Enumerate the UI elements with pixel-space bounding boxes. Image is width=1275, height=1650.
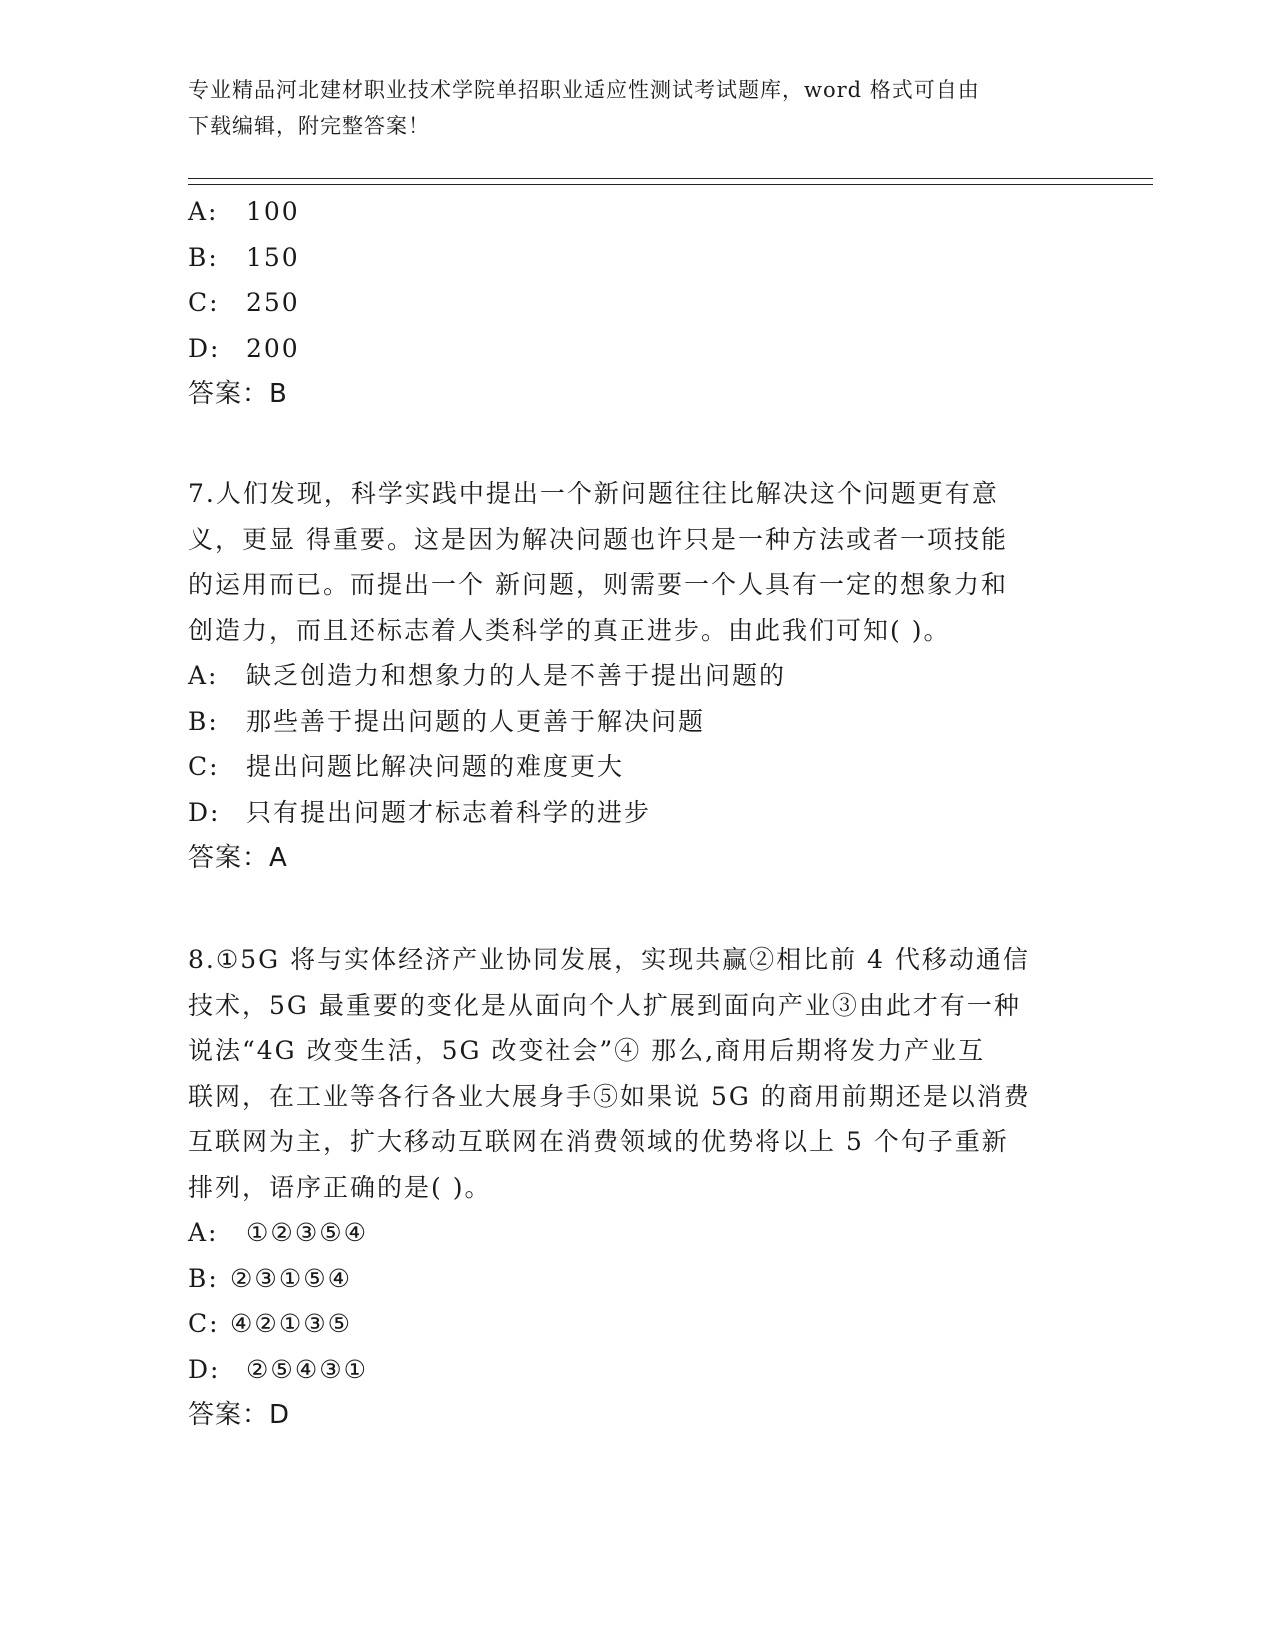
option-text: 缺乏创造力和想象力的人是不善于提出问题的: [246, 661, 787, 690]
answer-line: 答案：D: [188, 1400, 291, 1430]
option-text: 只有提出问题才标志着科学的进步: [246, 797, 652, 827]
option-text: 提出问题比解决问题的难度更大: [246, 752, 625, 781]
option-letter: B:: [188, 1263, 219, 1293]
option-text: 那些善于提出问题的人更善于解决问题: [246, 706, 706, 736]
option-a: [188, 189, 1088, 235]
option-letter: A:: [188, 197, 219, 226]
stem-line: 创造力，而且还标志着人类科学的真正进步。由此我们可知( )。: [188, 615, 951, 645]
stem-line: 排列，语序正确的是( )。: [188, 1172, 492, 1202]
question-stem: [188, 937, 1088, 1210]
answer-line: 答案：B: [188, 379, 288, 409]
option-letter: D:: [188, 333, 221, 363]
document-header: [188, 72, 1068, 144]
stem-line: 技术，5G 最重要的变化是从面向个人扩展到面向产业③由此才有一种: [188, 990, 1021, 1020]
stem-line: 联网，在工业等各行各业大展身手⑤如果说 5G 的商用前期还是以消费: [188, 1081, 1031, 1111]
option-c: [188, 744, 1088, 790]
option-letter: A:: [188, 1218, 219, 1247]
question-8: [188, 937, 1088, 1438]
question-7: [188, 471, 1088, 881]
stem-line: 义，更显 得重要。这是因为解决问题也许只是一种方法或者一项技能: [188, 524, 1008, 554]
option-d: [188, 326, 1088, 372]
option-c: [188, 280, 1088, 326]
option-letter: D:: [188, 797, 221, 827]
option-letter: C:: [188, 288, 220, 317]
option-text: ④②①③⑤: [230, 1309, 353, 1338]
stem-line: 的运用而已。而提出一个 新问题，则需要一个人具有一定的想象力和: [188, 570, 1008, 599]
answer-line: 答案：A: [188, 843, 288, 873]
option-text: 250: [246, 288, 300, 317]
option-a: [188, 653, 1088, 699]
header-rule-bottom: [188, 184, 1153, 185]
stem-line: 7.人们发现，科学实践中提出一个新问题往往比解决这个问题更有意: [188, 479, 999, 508]
option-a: [188, 1210, 1088, 1256]
option-b: [188, 1256, 1088, 1302]
question-6-options: [188, 189, 1088, 417]
option-b: [188, 699, 1088, 745]
option-text: 100: [246, 197, 300, 226]
option-text: 200: [246, 333, 300, 363]
header-line-1: 专业精品河北建材职业技术学院单招职业适应性测试考试题库，word 格式可自由: [188, 78, 980, 102]
option-c: [188, 1301, 1088, 1347]
option-letter: D:: [188, 1354, 221, 1384]
option-text: ②③①⑤④: [230, 1263, 353, 1293]
header-line-2: 下载编辑，附完整答案！: [188, 114, 430, 138]
option-b: [188, 235, 1088, 281]
option-text: ①②③⑤④: [246, 1218, 369, 1247]
stem-line: 互联网为主，扩大移动互联网在消费领域的优势将以上 5 个句子重新: [188, 1127, 1009, 1156]
option-letter: A:: [188, 661, 219, 690]
option-text: ②⑤④③①: [246, 1354, 369, 1384]
option-text: 150: [246, 242, 300, 272]
question-content: [188, 189, 1088, 1438]
option-letter: C:: [188, 1309, 220, 1338]
option-d: [188, 1347, 1088, 1393]
option-letter: C:: [188, 752, 220, 781]
header-rule-top: [188, 178, 1153, 179]
stem-line: 说法“4G 改变生活，5G 改变社会”④ 那么,商用后期将发力产业互: [188, 1036, 986, 1065]
option-letter: B:: [188, 242, 219, 272]
option-letter: B:: [188, 706, 219, 736]
question-stem: [188, 471, 1088, 653]
option-d: [188, 790, 1088, 836]
stem-line: 8.①5G 将与实体经济产业协同发展，实现共赢②相比前 4 代移动通信: [188, 945, 1030, 974]
